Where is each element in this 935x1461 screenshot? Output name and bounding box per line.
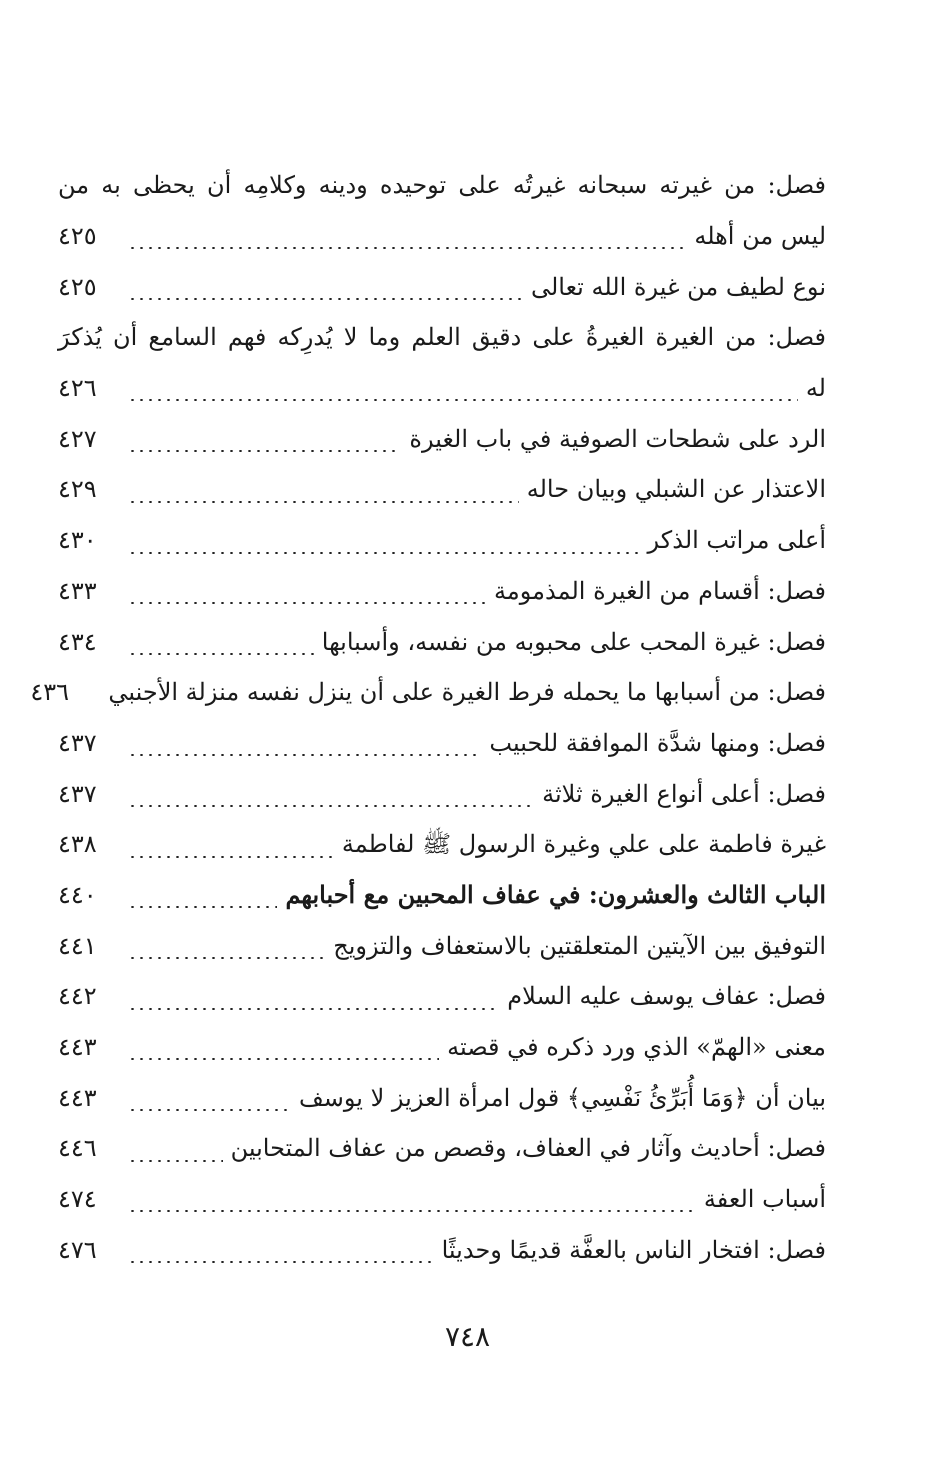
toc-entry-page: ٤٤٢ [58,982,97,1011]
toc-entry-page: ٤٧٤ [58,1185,97,1214]
dot-leader [128,1008,499,1010]
dot-leader [128,856,334,858]
toc-entry [58,718,826,769]
toc-entry [58,870,826,921]
toc-entry-title: غيرة فاطمة على علي وغيرة الرسول ﷺ لفاطمة [341,830,826,859]
toc-entry-page: ٤٢٦ [58,374,97,403]
toc-entry [58,616,826,667]
toc-entry-page: ٤٣٤ [58,627,97,656]
toc-entry [30,667,826,718]
toc-entry-title: معنى «الهمّ» الذي ورد ذكره في قصته [447,1033,826,1062]
toc-entry [58,160,826,211]
toc-entry [58,1224,826,1275]
toc-entry-page: ٤٤٣ [58,1033,97,1062]
dot-leader [128,501,519,503]
toc-entry-title: فصل: من أسبابها ما يحمله فرط الغيرة على أن ينزل نفسه منزلة الأجنبي [108,678,826,707]
toc-entry [58,1072,826,1123]
dot-leader [128,1261,434,1263]
toc-entry-page: ٤٢٧ [58,424,97,453]
toc-entry [58,464,826,515]
toc-entry-page: ٤٣٠ [58,526,97,555]
toc-entry [58,211,826,262]
toc-entry-title: فصل: أعلى أنواع الغيرة ثلاثة [542,779,826,808]
dot-leader [128,906,277,908]
toc-entry-page: ٤٤٦ [58,1134,97,1163]
toc-entry-page: ٤٤٣ [58,1083,97,1112]
toc-entry [58,971,826,1022]
dot-leader [128,957,325,959]
toc-entry-page: ٤٢٩ [58,475,97,504]
toc-entry-title: فصل: عفاف يوسف عليه السلام [507,982,826,1011]
dot-leader [128,552,640,554]
dot-leader [128,805,534,807]
toc-entry [58,261,826,312]
toc-entry-title: الباب الثالث والعشرون: في عفاف المحبين مع أحبابهم [285,879,826,909]
toc-entry-title: بيان أن ﴿وَمَا أُبَرِّئُ نَفْسِي﴾ قول امرأة العزيز لا يوسف [298,1083,826,1112]
toc-entry [58,1174,826,1225]
toc-entry-title: الرد على شطحات الصوفية في باب الغيرة [409,424,826,453]
toc-entry-title: فصل: من غيرته سبحانه غيرتُه على توحيده ودينه وكلامِه أن يحظى به من [58,171,826,200]
toc-entry [58,363,826,414]
dot-leader [128,450,401,452]
toc-entry-title: فصل: من الغيرة الغيرةُ على دقيق العلم وما لا يُدرِكه فهم السامع أن يُذكرَ [58,323,826,352]
dot-leader [128,1160,223,1162]
table-of-contents [30,160,826,1275]
toc-entry [58,768,826,819]
dot-leader [128,1109,291,1111]
toc-entry-page: ٤٤١ [58,931,97,960]
toc-entry-title: الاعتذار عن الشبلي وبيان حاله [526,475,826,504]
toc-entry-title: فصل: أحاديث وآثار في العفاف، وقصص من عفاف المتحابين [230,1134,826,1163]
toc-entry [58,920,826,971]
dot-leader [128,602,486,604]
toc-entry-title: فصل: أقسام من الغيرة المذمومة [494,576,826,605]
dot-leader [128,298,523,300]
dot-leader [128,653,314,655]
toc-entry-page: ٤٣٧ [58,728,97,757]
toc-entry [58,819,826,870]
toc-entry-page: ٤٤٠ [58,880,97,909]
dot-leader [128,1210,696,1212]
dot-leader [128,754,481,756]
toc-entry-title: نوع لطيف من غيرة الله تعالى [530,272,826,301]
toc-entry-title: فصل: افتخار الناس بالعفَّة قديمًا وحديثًا [441,1235,826,1264]
toc-entry-title: ليس من أهله [694,222,826,251]
toc-entry [58,515,826,566]
toc-entry-title: أعلى مراتب الذكر [647,526,826,555]
toc-entry-page: ٤٣٣ [58,576,97,605]
toc-entry-title: فصل: ومنها شدَّة الموافقة للحبيب [489,728,826,757]
toc-entry-page: ٤٢٥ [58,272,97,301]
toc-entry [58,312,826,363]
toc-entry-page: ٤٢٥ [58,222,97,251]
toc-entry-title: له [805,374,826,403]
toc-entry-page: ٤٣٦ [30,678,70,707]
toc-entry-page: ٤٧٦ [58,1235,97,1264]
toc-entry-page: ٤٣٧ [58,779,97,808]
toc-entry [58,566,826,617]
page-number: ٧٤٨ [444,1320,491,1353]
toc-entry [58,413,826,464]
toc-entry [58,1022,826,1073]
dot-leader [128,247,686,249]
toc-entry-title: التوفيق بين الآيتين المتعلقتين بالاستعفاف والتزويج [333,931,826,960]
toc-entry-page: ٤٣٨ [58,830,97,859]
dot-leader [128,1058,439,1060]
dot-leader [128,399,798,401]
toc-entry-title: فصل: غيرة المحب على محبوبه من نفسه، وأسبابها [321,627,826,656]
toc-entry-title: أسباب العفة [703,1185,826,1214]
toc-entry [58,1123,826,1174]
